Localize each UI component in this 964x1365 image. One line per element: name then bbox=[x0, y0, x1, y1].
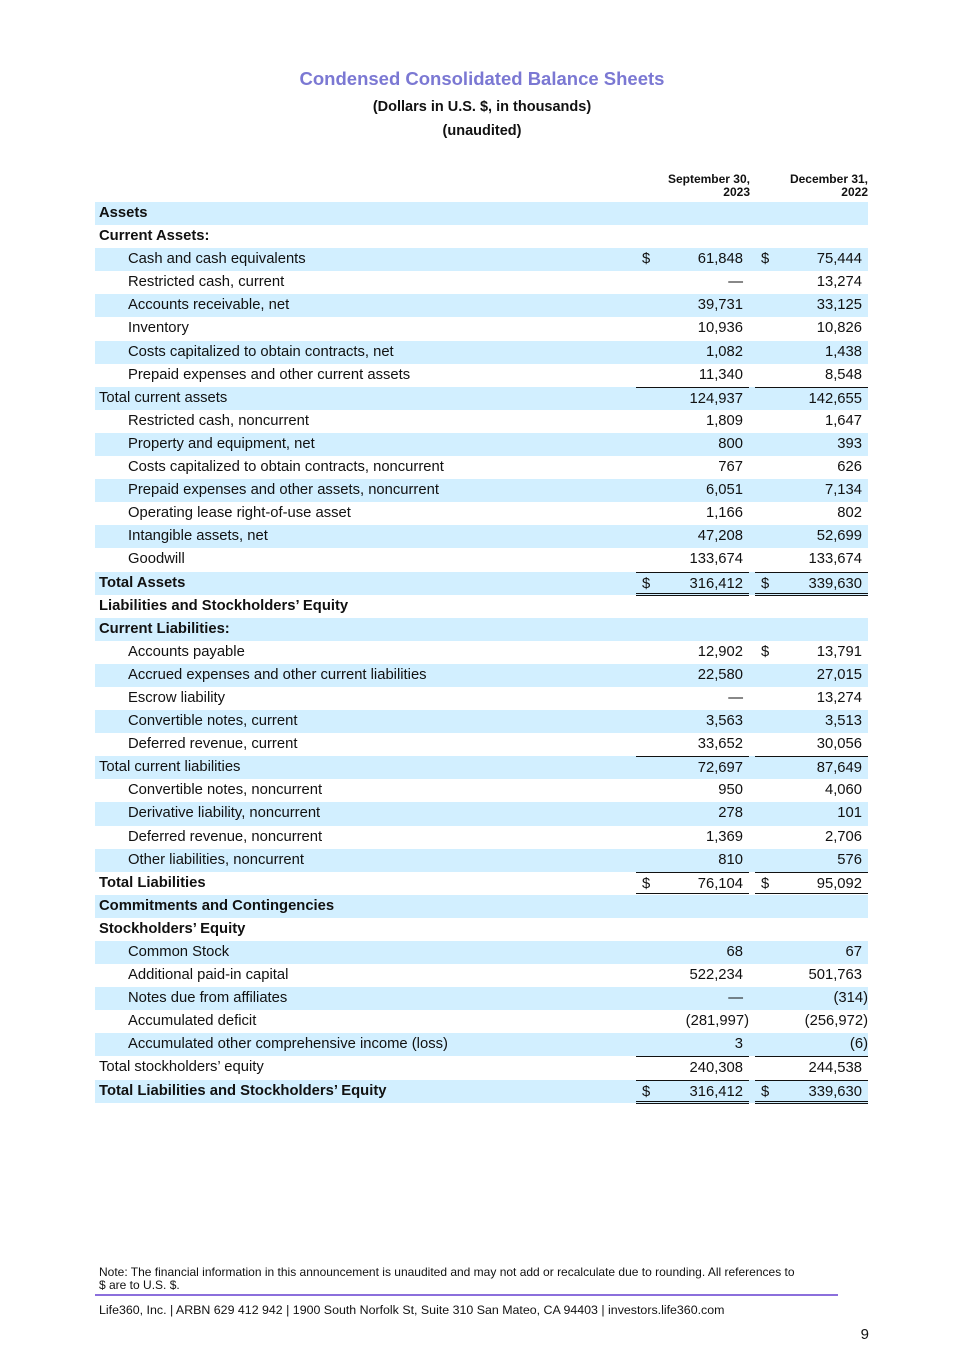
currency-symbol: $ bbox=[761, 251, 770, 268]
cell-value: 767 bbox=[718, 459, 743, 476]
cell-dec-2022 bbox=[755, 756, 868, 780]
row-label: Additional paid-in capital bbox=[128, 967, 289, 984]
column-header-line: December 31, bbox=[789, 172, 868, 186]
column-header-sep-2023 bbox=[634, 173, 750, 199]
cell-sep-2023 bbox=[636, 941, 749, 964]
cell-value: (256,972) bbox=[804, 1013, 868, 1030]
cell-sep-2023 bbox=[636, 456, 749, 479]
table-row bbox=[95, 1010, 868, 1033]
currency-symbol: $ bbox=[642, 1083, 651, 1100]
currency-symbol: $ bbox=[761, 875, 770, 892]
cell-dec-2022 bbox=[755, 710, 868, 733]
cell-sep-2023 bbox=[636, 964, 749, 987]
cell-value: 2,706 bbox=[824, 828, 862, 845]
cell-dec-2022 bbox=[755, 641, 868, 664]
cell-value: 72,697 bbox=[697, 760, 743, 777]
cell-value: 87,649 bbox=[816, 760, 862, 777]
row-label: Current Assets: bbox=[99, 228, 210, 245]
cell-sep-2023 bbox=[636, 317, 749, 340]
table-row bbox=[95, 387, 868, 410]
cell-value: (314) bbox=[833, 990, 868, 1007]
row-label: Property and equipment, net bbox=[128, 435, 315, 452]
cell-value: 1,082 bbox=[705, 343, 743, 360]
row-label: Stockholders’ Equity bbox=[99, 920, 246, 937]
cell-value: 101 bbox=[837, 805, 862, 822]
row-label: Current Liabilities: bbox=[99, 620, 230, 637]
cell-value: 124,937 bbox=[689, 390, 743, 407]
table-row bbox=[95, 733, 868, 756]
cell-sep-2023 bbox=[636, 271, 749, 294]
row-label: Cash and cash equivalents bbox=[128, 251, 306, 268]
table-row bbox=[95, 410, 868, 433]
cell-value: — bbox=[728, 689, 743, 706]
cell-dec-2022 bbox=[755, 410, 868, 433]
row-label: Convertible notes, current bbox=[128, 713, 298, 730]
currency-symbol: $ bbox=[761, 575, 770, 592]
table-row bbox=[95, 849, 868, 872]
cell-value: 52,699 bbox=[816, 528, 862, 545]
cell-dec-2022 bbox=[755, 964, 868, 987]
row-label: Notes due from affiliates bbox=[128, 990, 288, 1007]
row-label: Total Liabilities and Stockholders’ Equity bbox=[99, 1082, 387, 1099]
subtitle-unaudited: (unaudited) bbox=[442, 123, 522, 139]
cell-value: (6) bbox=[849, 1036, 868, 1053]
cell-dec-2022 bbox=[755, 502, 868, 525]
table-row bbox=[95, 1080, 868, 1103]
row-label: Restricted cash, current bbox=[128, 274, 285, 291]
table-row bbox=[95, 710, 868, 733]
cell-value: 1,647 bbox=[824, 412, 862, 429]
cell-value: 339,630 bbox=[808, 575, 862, 592]
table-row bbox=[95, 271, 868, 294]
row-label: Goodwill bbox=[128, 551, 185, 568]
cell-value: 27,015 bbox=[816, 666, 862, 683]
table-row bbox=[95, 802, 868, 825]
cell-value: 522,234 bbox=[689, 967, 743, 984]
cell-value: 22,580 bbox=[697, 666, 743, 683]
table-row bbox=[95, 456, 868, 479]
cell-value: 393 bbox=[837, 435, 862, 452]
row-label: Total stockholders’ equity bbox=[99, 1059, 264, 1076]
cell-value: 240,308 bbox=[689, 1060, 743, 1077]
cell-dec-2022 bbox=[755, 1033, 868, 1056]
table-row bbox=[95, 502, 868, 525]
cell-value: 33,125 bbox=[816, 297, 862, 314]
cell-sep-2023 bbox=[636, 664, 749, 687]
row-label: Deferred revenue, current bbox=[128, 736, 298, 753]
row-label: Other liabilities, noncurrent bbox=[128, 851, 305, 868]
currency-symbol: $ bbox=[761, 1083, 770, 1100]
cell-value: 800 bbox=[718, 435, 743, 452]
page-number: 9 bbox=[860, 1326, 869, 1343]
cell-value: 278 bbox=[718, 805, 743, 822]
cell-value: 1,166 bbox=[705, 505, 743, 522]
cell-sep-2023 bbox=[636, 1033, 749, 1056]
table-row bbox=[95, 1056, 868, 1079]
row-label: Escrow liability bbox=[128, 689, 226, 706]
table-row bbox=[95, 964, 868, 987]
row-label: Convertible notes, noncurrent bbox=[128, 782, 323, 799]
cell-dec-2022 bbox=[755, 433, 868, 456]
cell-value: 76,104 bbox=[697, 875, 743, 892]
table-row bbox=[95, 548, 868, 571]
cell-dec-2022 bbox=[755, 479, 868, 502]
cell-value: 7,134 bbox=[824, 482, 862, 499]
cell-value: 316,412 bbox=[689, 575, 743, 592]
column-header-line: September 30, bbox=[667, 172, 750, 186]
cell-dec-2022 bbox=[755, 849, 868, 872]
cell-sep-2023 bbox=[636, 502, 749, 525]
cell-value: — bbox=[728, 990, 743, 1007]
cell-dec-2022 bbox=[755, 1080, 868, 1104]
cell-sep-2023 bbox=[636, 987, 749, 1010]
cell-dec-2022 bbox=[755, 294, 868, 317]
cell-value: 6,051 bbox=[705, 482, 743, 499]
cell-sep-2023 bbox=[636, 733, 749, 756]
cell-sep-2023 bbox=[636, 387, 749, 411]
cell-sep-2023 bbox=[636, 756, 749, 780]
table-row bbox=[95, 225, 868, 248]
page-title: Condensed Consolidated Balance Sheets bbox=[299, 68, 665, 89]
cell-dec-2022 bbox=[755, 733, 868, 756]
row-label: Inventory bbox=[128, 320, 189, 337]
currency-symbol: $ bbox=[761, 643, 770, 660]
row-label: Total current assets bbox=[99, 389, 228, 406]
cell-value: 950 bbox=[718, 782, 743, 799]
cell-sep-2023 bbox=[636, 1056, 749, 1080]
table-row bbox=[95, 872, 868, 895]
cell-sep-2023 bbox=[636, 479, 749, 502]
cell-value: 39,731 bbox=[697, 297, 743, 314]
table-row bbox=[95, 364, 868, 387]
cell-value: 316,412 bbox=[689, 1083, 743, 1100]
column-header-line: 2022 bbox=[841, 185, 868, 199]
row-label: Derivative liability, noncurrent bbox=[128, 805, 321, 822]
table-row bbox=[95, 202, 868, 225]
balance-sheet-table bbox=[95, 202, 868, 1103]
cell-sep-2023 bbox=[636, 872, 749, 896]
row-label: Total current liabilities bbox=[99, 759, 241, 776]
row-label: Accumulated other comprehensive income (loss) bbox=[128, 1036, 448, 1053]
currency-symbol: $ bbox=[642, 875, 651, 892]
row-label: Costs capitalized to obtain contracts, net bbox=[128, 343, 394, 360]
cell-value: 30,056 bbox=[816, 736, 862, 753]
cell-value: (281,997) bbox=[685, 1013, 749, 1030]
cell-dec-2022 bbox=[755, 456, 868, 479]
table-row bbox=[95, 572, 868, 595]
cell-dec-2022 bbox=[755, 872, 868, 896]
cell-value: 142,655 bbox=[808, 390, 862, 407]
table-row bbox=[95, 756, 868, 779]
cell-dec-2022 bbox=[755, 572, 868, 596]
cell-dec-2022 bbox=[755, 987, 868, 1010]
table-row bbox=[95, 664, 868, 687]
cell-value: 68 bbox=[726, 944, 743, 960]
cell-value: 501,763 bbox=[808, 967, 862, 984]
cell-sep-2023 bbox=[636, 525, 749, 548]
cell-value: 13,274 bbox=[816, 274, 862, 291]
table-row bbox=[95, 987, 868, 1010]
cell-dec-2022 bbox=[755, 664, 868, 687]
cell-dec-2022 bbox=[755, 341, 868, 364]
currency-symbol: $ bbox=[642, 575, 651, 592]
table-row bbox=[95, 1033, 868, 1056]
cell-value: 4,060 bbox=[824, 782, 862, 799]
cell-value: 8,548 bbox=[824, 366, 862, 383]
table-row bbox=[95, 895, 868, 918]
row-label: Assets bbox=[99, 205, 148, 221]
cell-dec-2022 bbox=[755, 364, 868, 387]
cell-sep-2023 bbox=[636, 1080, 749, 1104]
cell-value: 802 bbox=[837, 505, 862, 522]
row-label: Intangible assets, net bbox=[128, 528, 268, 545]
cell-dec-2022 bbox=[755, 687, 868, 710]
cell-value: 13,791 bbox=[816, 643, 862, 660]
cell-sep-2023 bbox=[636, 341, 749, 364]
cell-sep-2023 bbox=[636, 248, 749, 271]
cell-dec-2022 bbox=[755, 941, 868, 964]
row-label: Accumulated deficit bbox=[128, 1013, 257, 1030]
row-label: Common Stock bbox=[128, 944, 230, 960]
footnote: Note: The financial information in this announcement is unaudited and may not add or recalculate due to rounding. All references to $ are to U.S. $. bbox=[99, 1265, 795, 1292]
table-row bbox=[95, 595, 868, 618]
row-label: Accounts receivable, net bbox=[128, 297, 290, 314]
cell-dec-2022 bbox=[755, 1056, 868, 1080]
cell-value: 1,809 bbox=[705, 412, 743, 429]
cell-sep-2023 bbox=[636, 779, 749, 802]
cell-value: 61,848 bbox=[697, 251, 743, 268]
row-label: Prepaid expenses and other assets, noncurrent bbox=[128, 482, 439, 499]
table-row bbox=[95, 479, 868, 502]
cell-value: 1,369 bbox=[705, 828, 743, 845]
column-header-dec-2022 bbox=[752, 173, 868, 199]
cell-sep-2023 bbox=[636, 433, 749, 456]
cell-value: 13,274 bbox=[816, 689, 862, 706]
cell-sep-2023 bbox=[636, 410, 749, 433]
table-row bbox=[95, 248, 868, 271]
cell-value: 576 bbox=[837, 851, 862, 868]
cell-sep-2023 bbox=[636, 710, 749, 733]
cell-dec-2022 bbox=[755, 548, 868, 571]
subtitle-currency: (Dollars in U.S. $, in thousands) bbox=[372, 99, 592, 115]
cell-dec-2022 bbox=[755, 525, 868, 548]
cell-value: 67 bbox=[845, 944, 862, 960]
cell-sep-2023 bbox=[636, 687, 749, 710]
cell-dec-2022 bbox=[755, 387, 868, 411]
footer-rule bbox=[95, 1294, 838, 1296]
cell-value: 75,444 bbox=[816, 251, 862, 268]
table-row bbox=[95, 826, 868, 849]
cell-value: 1,438 bbox=[824, 343, 862, 360]
cell-sep-2023 bbox=[636, 849, 749, 872]
row-label: Total Liabilities bbox=[99, 874, 206, 891]
table-row bbox=[95, 341, 868, 364]
table-row bbox=[95, 941, 868, 964]
cell-value: 12,902 bbox=[697, 643, 743, 660]
footer-company-info: Life360, Inc. | ARBN 629 412 942 | 1900 South Norfolk St, Suite 310 San Mateo, CA 94403 | investors.life360.com bbox=[99, 1303, 725, 1317]
row-label: Prepaid expenses and other current assets bbox=[128, 366, 411, 383]
cell-sep-2023 bbox=[636, 572, 749, 596]
table-row bbox=[95, 779, 868, 802]
cell-value: — bbox=[728, 274, 743, 291]
row-label: Accounts payable bbox=[128, 643, 245, 660]
row-label: Accrued expenses and other current liabilities bbox=[128, 666, 427, 683]
row-label: Commitments and Contingencies bbox=[99, 897, 335, 914]
cell-value: 95,092 bbox=[816, 875, 862, 892]
cell-sep-2023 bbox=[636, 364, 749, 387]
cell-dec-2022 bbox=[755, 779, 868, 802]
row-label: Costs capitalized to obtain contracts, noncurrent bbox=[128, 459, 444, 476]
cell-dec-2022 bbox=[755, 248, 868, 271]
cell-sep-2023 bbox=[636, 1010, 749, 1033]
table-row bbox=[95, 687, 868, 710]
cell-value: 10,826 bbox=[816, 320, 862, 337]
cell-value: 11,340 bbox=[698, 366, 743, 383]
cell-value: 3,563 bbox=[705, 713, 743, 730]
cell-sep-2023 bbox=[636, 641, 749, 664]
table-row bbox=[95, 525, 868, 548]
cell-value: 33,652 bbox=[697, 736, 743, 753]
cell-value: 339,630 bbox=[808, 1083, 862, 1100]
row-label: Total Assets bbox=[99, 574, 186, 591]
cell-value: 3,513 bbox=[824, 713, 862, 730]
table-row bbox=[95, 918, 868, 941]
row-label: Operating lease right-of-use asset bbox=[128, 505, 351, 522]
cell-value: 3 bbox=[734, 1036, 743, 1053]
row-label: Liabilities and Stockholders’ Equity bbox=[99, 597, 349, 614]
row-label: Restricted cash, noncurrent bbox=[128, 412, 309, 429]
cell-value: 244,538 bbox=[808, 1060, 862, 1077]
cell-dec-2022 bbox=[755, 271, 868, 294]
cell-sep-2023 bbox=[636, 802, 749, 825]
cell-value: 810 bbox=[718, 851, 743, 868]
currency-symbol: $ bbox=[642, 251, 651, 268]
cell-dec-2022 bbox=[755, 802, 868, 825]
table-row bbox=[95, 618, 868, 641]
cell-dec-2022 bbox=[755, 1010, 868, 1033]
cell-dec-2022 bbox=[755, 317, 868, 340]
cell-value: 47,208 bbox=[697, 528, 743, 545]
table-row bbox=[95, 294, 868, 317]
cell-dec-2022 bbox=[755, 826, 868, 849]
cell-sep-2023 bbox=[636, 548, 749, 571]
cell-value: 133,674 bbox=[689, 551, 743, 568]
table-row bbox=[95, 433, 868, 456]
cell-value: 133,674 bbox=[808, 551, 862, 568]
row-label: Deferred revenue, noncurrent bbox=[128, 828, 323, 845]
table-row bbox=[95, 317, 868, 340]
cell-value: 626 bbox=[837, 459, 862, 476]
table-row bbox=[95, 641, 868, 664]
cell-value: 10,936 bbox=[697, 320, 743, 337]
cell-sep-2023 bbox=[636, 826, 749, 849]
cell-sep-2023 bbox=[636, 294, 749, 317]
column-header-line: 2023 bbox=[723, 185, 750, 199]
